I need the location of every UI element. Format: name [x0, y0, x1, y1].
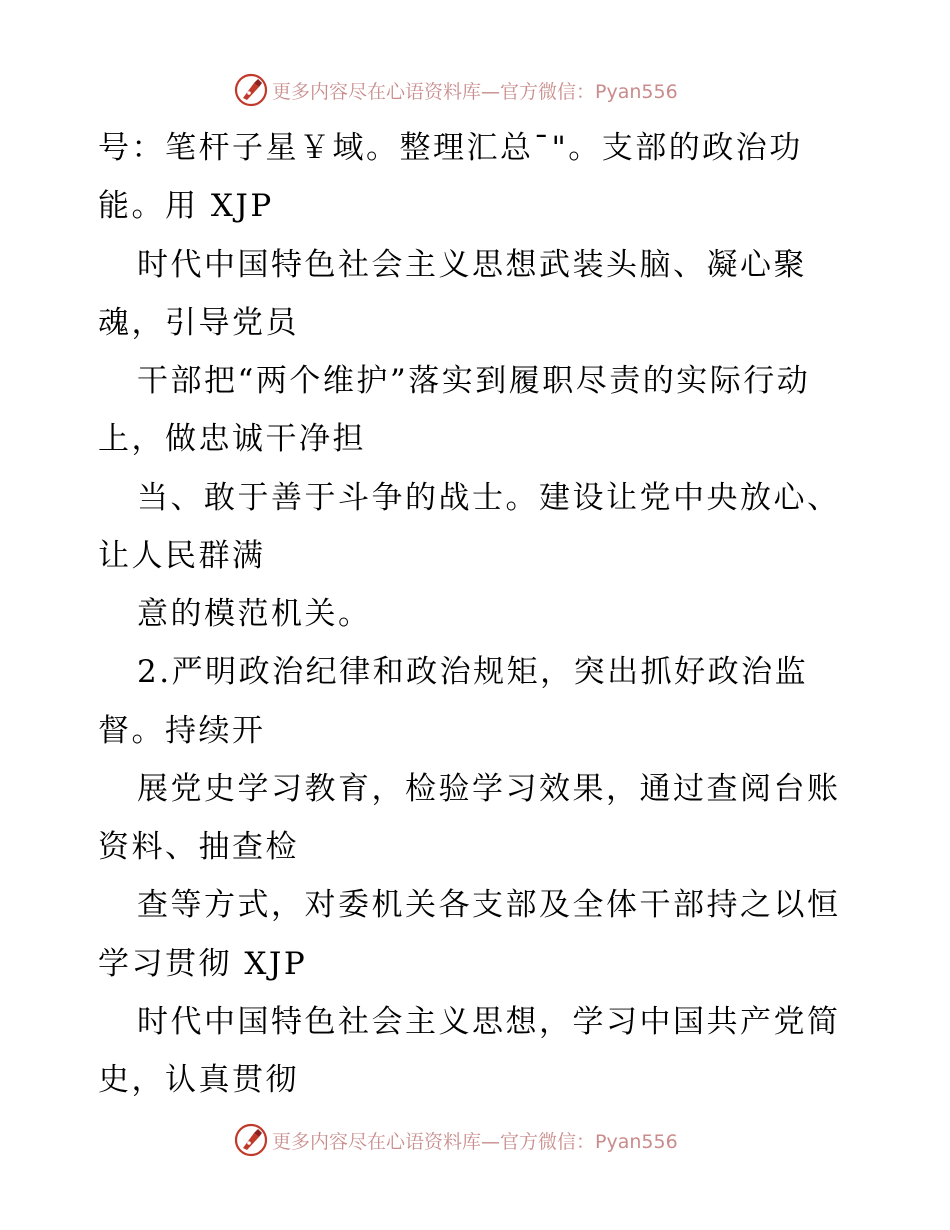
- body-line: 让人民群满: [98, 538, 266, 574]
- footer-banner: [234, 1122, 714, 1158]
- body-line: 号：笔杆子星￥域。整理汇总¯"。支部的政治功: [98, 130, 803, 166]
- body-line: 查等方式，对委机关各支部及全体干部持之以恒: [137, 887, 841, 923]
- body-line: 魂，引导党员: [98, 305, 299, 341]
- body-line: 干部把“两个维护”落实到履职尽责的实际行动: [137, 363, 811, 399]
- body-line: 史，认真贯彻: [98, 1062, 299, 1098]
- body-line: 当、敢于善于斗争的战士。建设让党中央放心、: [137, 480, 841, 516]
- header-banner: [234, 72, 714, 108]
- body-line: 能。用 XJP: [98, 188, 274, 224]
- body-line: 2.严明政治纪律和政治规矩，突出抓好政治监: [137, 654, 809, 690]
- pen-nib-logo-icon: [234, 73, 268, 107]
- body-line: 资料、抽查检: [98, 829, 299, 865]
- body-line: 时代中国特色社会主义思想武装头脑、凝心聚: [137, 247, 807, 283]
- pen-nib-logo-icon: [234, 1123, 268, 1157]
- body-line: 督。持续开: [98, 713, 266, 749]
- body-line: 展党史学习教育，检验学习效果，通过查阅台账: [137, 771, 841, 807]
- body-line: 意的模范机关。: [137, 596, 372, 632]
- body-line: 时代中国特色社会主义思想，学习中国共产党简: [137, 1004, 841, 1040]
- body-line: 学习贯彻 XJP: [98, 946, 308, 982]
- footer-banner-text: 更多内容尽在心语资料库—官方微信：Pyan556: [272, 1130, 678, 1153]
- header-banner-text: 更多内容尽在心语资料库—官方微信：Pyan556: [272, 80, 678, 103]
- body-line: 上，做忠诚干净担: [98, 421, 366, 457]
